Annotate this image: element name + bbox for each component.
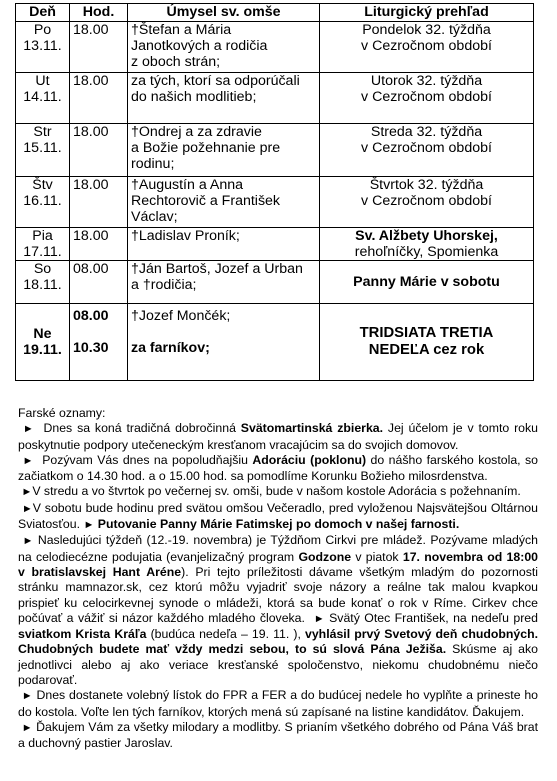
liturgy-line: Streda 32. týždňa [370,124,483,140]
liturgy-cell [320,73,534,124]
text: Putovanie Panny Márie Fatimskej po domoch v našej farnosti. [97,517,460,532]
intention-line: †Štefan a Mária [131,22,232,38]
table-row [16,228,534,261]
text: Jej účelom je v tomto roku poskytnutie podpory utečeneckým kresťanom vracajúcim sa do svojich domovov. [18,421,539,452]
text: ). Pri tejto príležitosti dávame všetkým mladým do pozornosti stránku mamnazor.sk, cez ktorú môžu vyjadriť svoje názory a reálne tak malou kvapkou prispieť ku celocirkevnej synode o mládeži, ktorá sa bude konať o rok v Ríme. Cirkev chce počúvať a vážiť si názor každého mladého človeka. [18,564,538,625]
hour-value: 08.00 [73,308,109,324]
intention-cell [128,124,320,177]
text: Adoráciu (poklonu) [252,452,367,467]
intention-line: a Božie požehnanie pre [131,140,281,156]
table-row [16,261,534,304]
header-intention: Úmysel sv. omše [128,4,320,22]
text: (budúca nedeľa – 19. 11. ), [150,627,301,642]
liturgy-cell: Panny Márie v sobotu [320,261,534,304]
liturgy-line: v Cezročnom období [361,89,492,105]
liturgy-line: v Cezročnom období [361,140,492,156]
day-date: 16.11. [23,193,62,209]
liturgy-line: rehoľníčky, Spomienka [354,244,499,260]
text: Svätý Otec František, na nedeľu pred [329,610,538,625]
hour-value: 10.30 [73,340,109,356]
announcement-item [18,688,538,720]
day-date: 17.11. [23,244,62,260]
hour-cell: 08.00 [70,261,128,304]
bullet-icon: ► [22,423,34,436]
bullet-icon: ► [21,721,33,734]
intention-line: Janotkových a rodičia [131,38,268,54]
text: Dnes sa koná tradičná dobročinná [43,421,236,436]
liturgy-cell [320,22,534,73]
hour-cell [70,304,128,381]
text: Pozývam Vás dnes na popoludňajšiu [42,452,248,467]
intention-line: Václav; [131,209,178,225]
day-cell [16,261,70,304]
liturgy-line: Pondelok 32. týždňa [362,22,491,38]
table-row [16,177,534,228]
intention-line: z oboch strán; [131,54,221,70]
liturgy-cell [320,177,534,228]
text: do nášho farského kostola, so začiatkom o 14.30 hod. a o 15.00 hod. sa pomodlíme Korunku Božieho milosrdenstva. [18,452,538,484]
liturgy-line: Štvrtok 32. týždňa [369,177,484,193]
bullet-icon: ► [21,502,33,515]
day-name: Pia [32,228,53,244]
announcement-item [18,484,538,500]
text: Nasledujúci týždeň (12.-19. novembra) je Týždňom Cirkvi pre mládež. Pozývame mladých na celodiecézne podujatia (evanjelizačný program [18,533,539,564]
header-liturgy: Liturgický prehľad [320,4,534,22]
liturgy-line: v Cezročnom období [361,38,492,54]
intention-line: do našich modlitieb; [131,89,257,105]
intention-cell [128,228,320,261]
header-day: Deň [16,4,70,22]
intention-line: za farníkov; [131,340,210,356]
hour-cell: 18.00 [70,124,128,177]
announcement-item [18,720,538,752]
bullet-icon: ► [21,690,33,703]
hour-cell: 18.00 [70,22,128,73]
table-row [16,304,534,381]
day-cell [16,124,70,177]
day-cell [16,73,70,124]
intention-cell [128,261,320,304]
day-date: 18.11. [23,277,62,293]
day-name: Ne [33,326,52,342]
day-cell [16,177,70,228]
text: vyhlásil prvý Svetový deň chudobných. Chudobných budete mať vždy medzi sebou, to sú slová Pána Ježiša. [18,627,539,657]
bullet-icon: ► [83,519,95,532]
announcement-item [18,453,538,485]
text: 17. novembra od 18:00 v bratislavskej Hant Aréne [18,549,539,579]
intention-cell [128,177,320,228]
mass-schedule-table [15,3,534,381]
hour-cell: 18.00 [70,73,128,124]
bullet-icon: ► [21,486,33,499]
day-date: 14.11. [23,89,62,105]
intention-line: za tých, ktorí sa odporúčali [131,73,300,89]
sunday-title: TRIDSIATA TRETIA [359,325,494,341]
text: Skúsme aj ako jednotlivci alebo aj ako veriace kresťanské spoločenstvo, niekomu chudobnému niečo podarovať. [18,642,539,688]
announcement-item [18,501,538,534]
day-cell [16,22,70,73]
bullet-icon: ► [22,535,34,548]
hour-cell: 18.00 [70,177,128,228]
header-hour: Hod. [70,4,128,22]
bullet-icon: ► [313,612,325,625]
table-header-row [16,4,534,22]
parish-announcements [18,406,538,752]
feast-name: Sv. Alžbety Uhorskej, [355,228,498,244]
announcements-heading: Farské oznamy: [18,406,106,420]
day-name: Štv [32,177,53,193]
intention-cell [128,304,320,381]
day-cell [16,304,70,381]
hour-cell: 18.00 [70,228,128,261]
day-date: 19.11. [23,342,62,358]
announcement-item [18,533,538,688]
intention-line: †Augustín a Anna [131,177,244,193]
liturgy-cell [320,228,534,261]
day-cell [16,228,70,261]
day-name: Po [33,22,52,38]
text: v piatok [355,549,399,564]
intention-line: Rechtorovič a František [131,193,281,209]
intention-line: rodinu; [131,156,175,172]
bullet-icon: ► [22,454,34,467]
intention-line: †Ján Bartoš, Jozef a Urban [131,261,303,277]
intention-line: †Jozef Mončék; [131,308,231,324]
liturgy-cell [320,304,534,381]
intention-cell [128,22,320,73]
table-row [16,22,534,73]
day-date: 15.11. [23,140,62,156]
intention-cell [128,73,320,124]
liturgy-cell [320,124,534,177]
table-row [16,124,534,177]
intention-line: a †rodičia; [131,277,197,293]
day-name: Str [33,124,52,140]
liturgy-line: Utorok 32. týždňa [370,73,483,89]
text: Svätomartinská zbierka. [240,421,384,436]
table-row [16,73,534,124]
intention-line: †Ladislav Proník; [131,228,240,244]
text: V sobotu bude hodinu pred svätou omšou Večeradlo, pred vyloženou Najsvätejšou Oltárnou Sviatosťou. [18,500,538,532]
text: sviatkom Krista Kráľa [18,627,147,642]
liturgy-line: v Cezročnom období [361,193,492,209]
day-date: 13.11. [23,38,62,54]
day-name: Ut [35,73,50,89]
text: Godzone [298,549,352,564]
day-name: So [33,261,52,277]
announcement-item [18,421,538,453]
intention-line: †Ondrej a za zdravie [131,124,262,140]
text: V stredu a vo štvrtok po večernej sv. omši, bude v našom kostole Adorácia s požehnaním. [32,484,521,499]
text: Ďakujem Vám za všetky milodary a modlitby. S prianím všetkého dobrého od Pána Váš brat a duchovný pastier Jaroslav. [18,719,539,751]
sunday-title: NEDEĽA cez rok [368,342,485,358]
text: Dnes dostanete volebný lístok do FPR a FER a do budúcej nedele ho vyplňte a prineste ho do kostola. Voľte len tých farníkov, ktorých mená sú zapísané na listine kandidátov. Ďakujem. [18,688,538,719]
